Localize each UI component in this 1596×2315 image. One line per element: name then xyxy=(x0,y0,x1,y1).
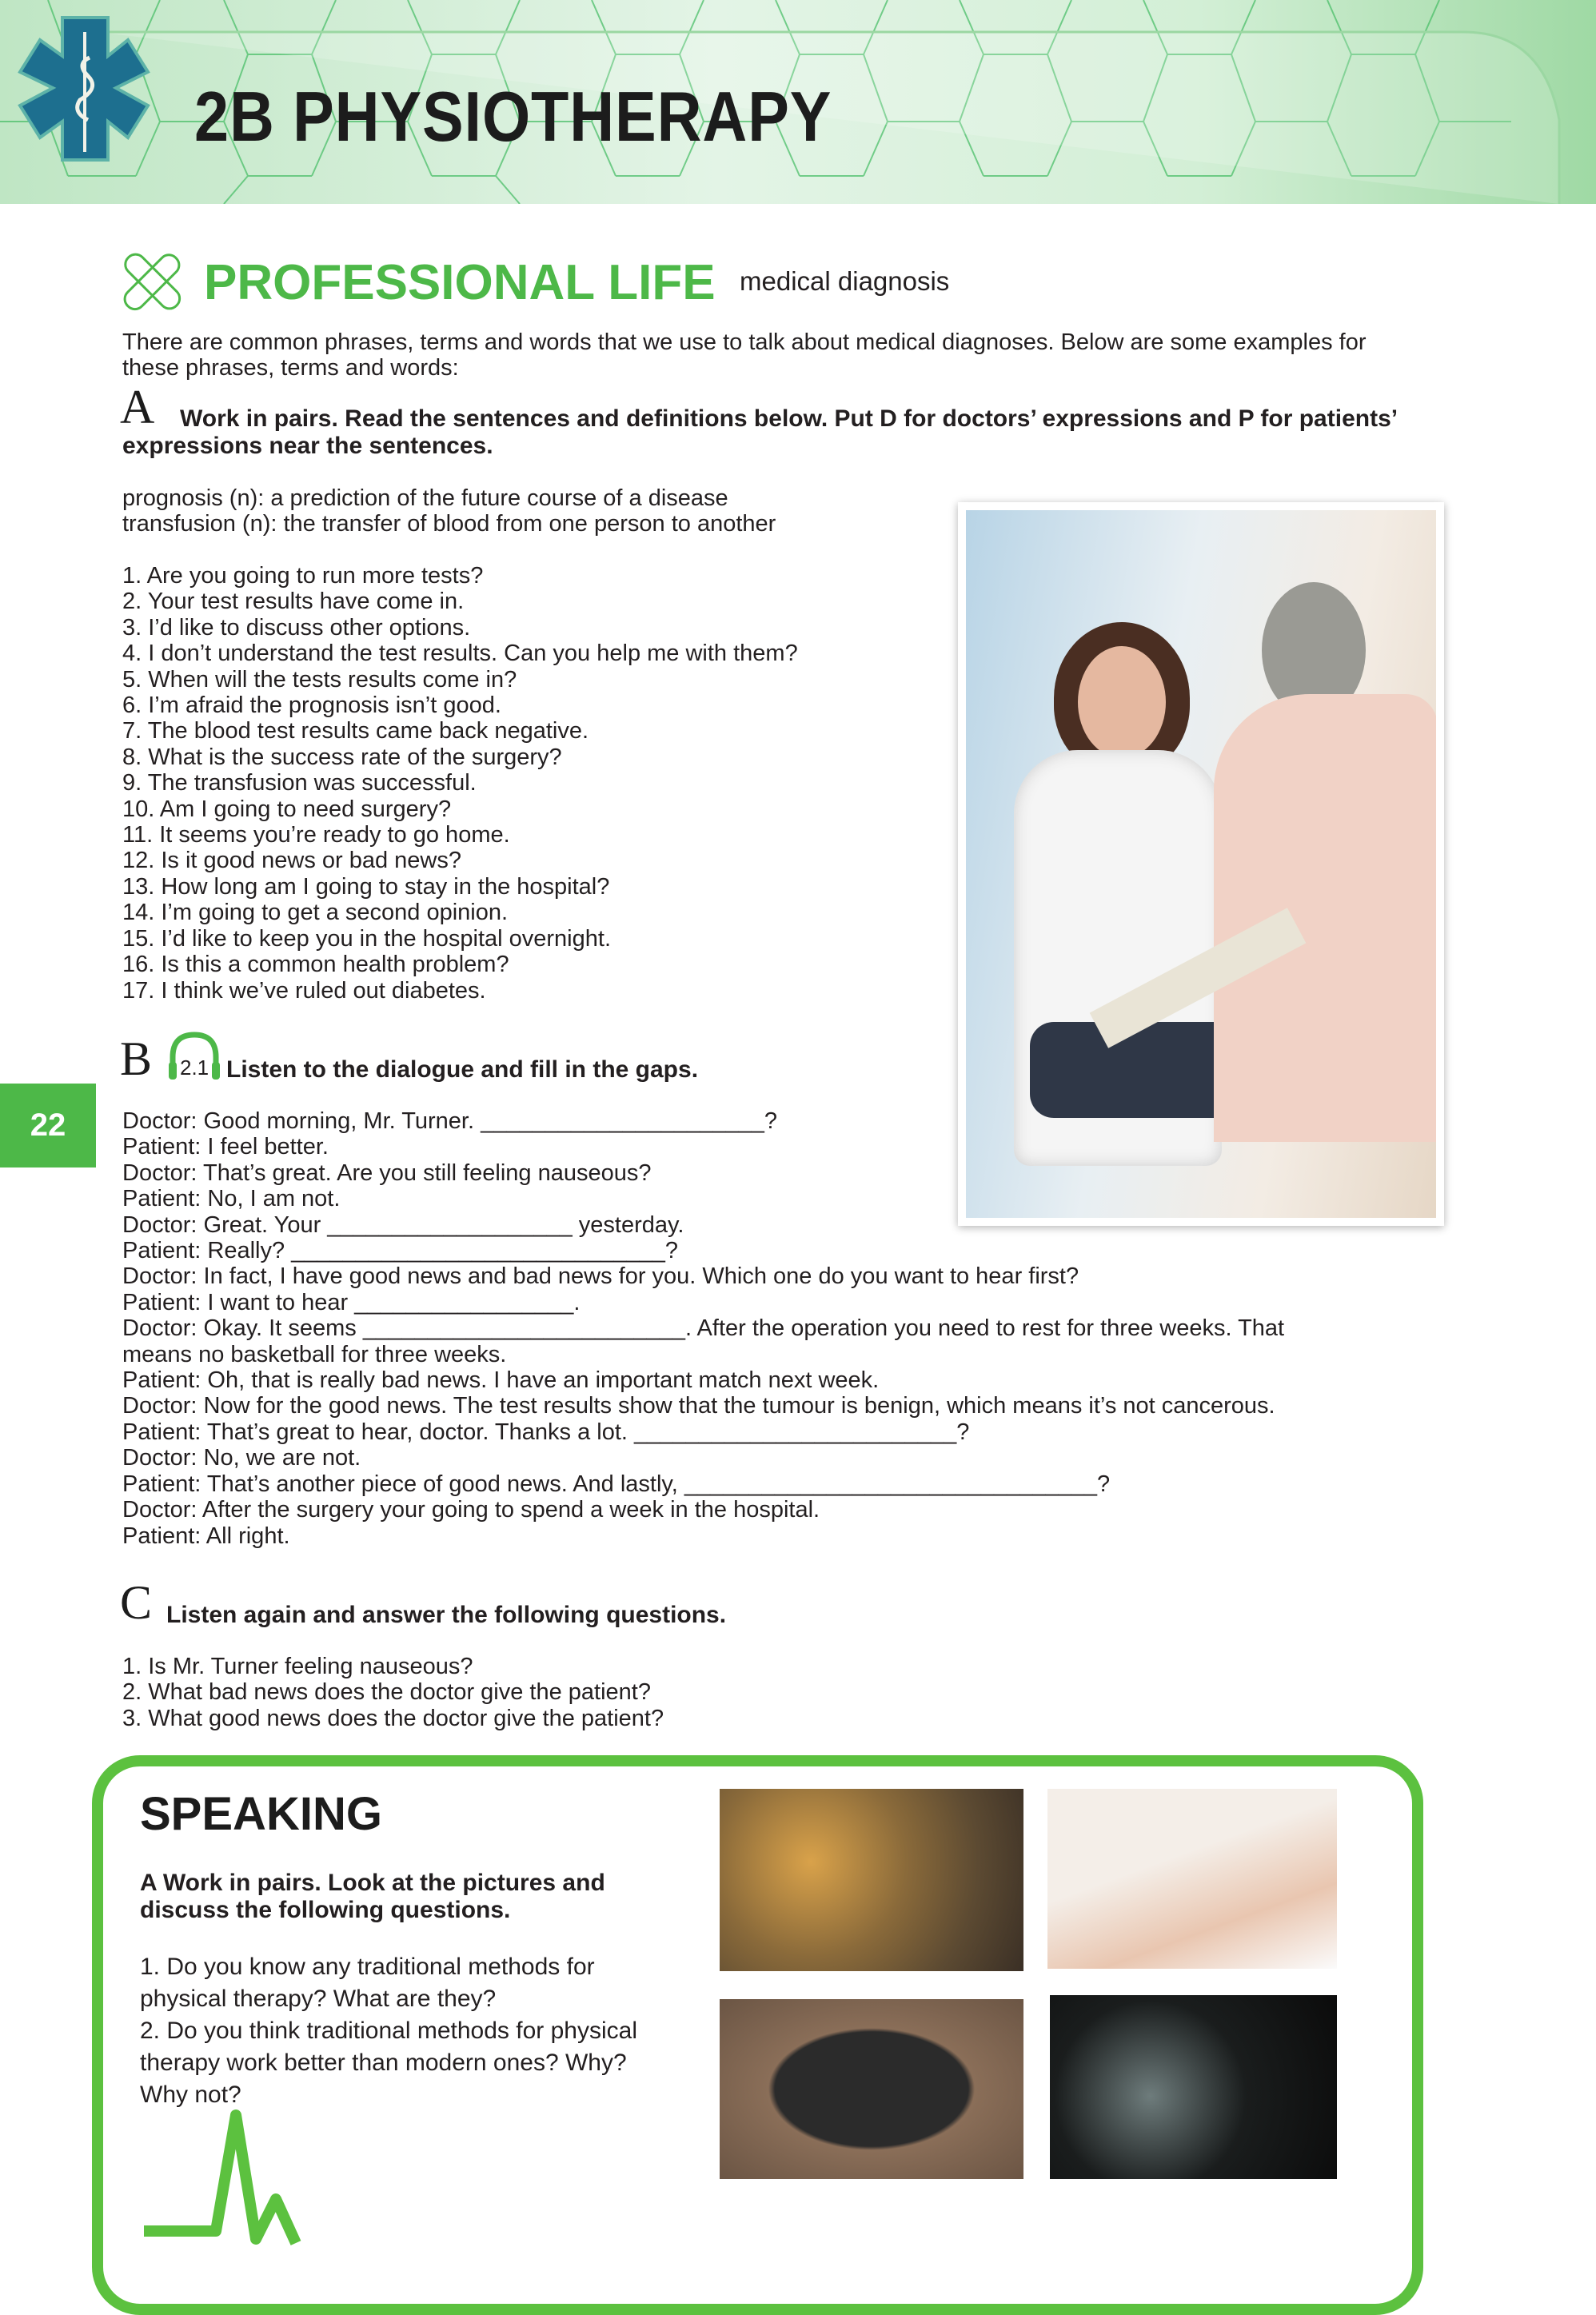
sentence-item: 14. I’m going to get a second opinion. xyxy=(122,900,509,926)
speaking-question: 1. Do you know any traditional methods for physical therapy? What are they? xyxy=(140,1954,595,2012)
sentence-item: 6. I’m afraid the prognosis isn’t good. xyxy=(122,693,501,719)
dialogue-line: Doctor: In fact, I have good news and bad news for you. Which one do you want to hear first? xyxy=(122,1263,1079,1290)
sentence-item: 8. What is the success rate of the surgery? xyxy=(122,744,562,770)
questions-list xyxy=(122,1654,664,1731)
sentence-item: 10. Am I going to need surgery? xyxy=(122,796,452,822)
page-number: 22 xyxy=(0,1084,96,1167)
exercise-letter-c: C xyxy=(120,1576,153,1629)
exercise-a-instruction: Work in pairs. Read the sentences and definitions below. Put D for doctors’ expressions and P for patients’ expressions near the sentences. xyxy=(122,405,1397,459)
dialogue-line: Patient: All right. xyxy=(122,1523,290,1549)
sentence-item: 13. How long am I going to stay in the hospital? xyxy=(122,873,610,900)
sentence-item: 9. The transfusion was successful. xyxy=(122,770,477,796)
definition: prognosis (n): a prediction of the future course of a disease xyxy=(122,485,728,511)
intro-text: There are common phrases, terms and words that we use to talk about medical diagnoses. Below are some examples for these phrases, terms and words: xyxy=(122,329,1367,381)
section-subtitle: medical diagnosis xyxy=(740,266,950,296)
speaking-instruction: A Work in pairs. Look at the pictures and discuss the following questions. xyxy=(140,1870,605,1923)
acupuncture-photo xyxy=(720,1999,1023,2179)
dialogue-line: Patient: That’s great to hear, doctor. Thanks a lot. _________________________? xyxy=(122,1419,970,1445)
sentence-item: 16. Is this a common health problem? xyxy=(122,952,509,978)
speaking-questions xyxy=(140,1951,652,2111)
chapter-title: 2B PHYSIOTHERAPY xyxy=(194,77,832,156)
exercise-letter-a: A xyxy=(120,381,155,433)
exercise-letter-b: B xyxy=(120,1032,153,1085)
dialogue-line: Doctor: Good morning, Mr. Turner. ______________________? xyxy=(122,1108,778,1134)
dialogue-line: Patient: I feel better. xyxy=(122,1134,329,1160)
dialogue-line: Doctor: After the surgery your going to spend a week in the hospital. xyxy=(122,1497,820,1523)
exercise-b-instruction: Listen to the dialogue and fill in the gaps. xyxy=(226,1056,699,1083)
sentence-item: 3. I’d like to discuss other options. xyxy=(122,614,471,641)
sentence-item: 1. Are you going to run more tests? xyxy=(122,563,484,589)
section-title: PROFESSIONAL LIFE xyxy=(204,255,716,310)
sentence-list xyxy=(122,563,798,1004)
cupping-therapy-photo xyxy=(1047,1789,1337,1969)
sentence-item: 12. Is it good news or bad news? xyxy=(122,848,461,874)
question-item: 3. What good news does the doctor give the patient? xyxy=(122,1705,664,1731)
dialogue xyxy=(122,1108,1284,1549)
dialogue-line: Doctor: Great. Your ___________________ yesterday. xyxy=(122,1211,684,1238)
dialogue-line: Patient: Oh, that is really bad news. I have an important match next week. xyxy=(122,1367,880,1394)
question-item: 1. Is Mr. Turner feeling nauseous? xyxy=(122,1654,473,1679)
bandage-icon xyxy=(122,252,182,312)
speaking-title: SPEAKING xyxy=(140,1788,382,1840)
sentence-item: 11. It seems you’re ready to go home. xyxy=(122,822,510,848)
dialogue-line: Doctor: No, we are not. xyxy=(122,1445,361,1471)
star-of-life-icon xyxy=(20,18,148,160)
dialogue-line: Patient: I want to hear _________________. xyxy=(122,1289,581,1315)
track-number: 2.1 xyxy=(180,1056,209,1080)
exercise-c-instruction: Listen again and answer the following questions. xyxy=(166,1602,727,1628)
herbs-photo xyxy=(720,1789,1023,1971)
definitions xyxy=(122,485,776,537)
audio-track[interactable] xyxy=(166,1032,222,1080)
sentence-item: 4. I don’t understand the test results. Can you help me with them? xyxy=(122,641,798,667)
heartbeat-line-icon xyxy=(144,2103,352,2251)
dialogue-line: means no basketball for three weeks. xyxy=(122,1341,507,1367)
dialogue-line: Doctor: Now for the good news. The test results show that the tumour is benign, which means it’s not cancerous. xyxy=(122,1393,1275,1419)
dialogue-line: Patient: Really? _____________________________? xyxy=(122,1238,679,1264)
sentence-item: 7. The blood test results came back negative. xyxy=(122,718,589,744)
speaking-question: 2. Do you think traditional methods for physical therapy work better than modern ones? Why? Why not? xyxy=(140,2018,637,2108)
smoke-therapy-photo xyxy=(1050,1995,1337,2179)
sentence-item: 2. Your test results have come in. xyxy=(122,589,465,615)
dialogue-line: Doctor: Okay. It seems _________________________. After the operation you need to rest for three weeks. That xyxy=(122,1315,1285,1342)
sentence-item: 5. When will the tests results come in? xyxy=(122,666,517,693)
question-item: 2. What bad news does the doctor give the patient? xyxy=(122,1679,651,1706)
dialogue-line: Patient: No, I am not. xyxy=(122,1186,341,1212)
sentence-item: 15. I’d like to keep you in the hospital overnight. xyxy=(122,925,611,952)
dialogue-line: Patient: That’s another piece of good news. And lastly, ________________________________? xyxy=(122,1471,1111,1497)
dialogue-line: Doctor: That’s great. Are you still feeling nauseous? xyxy=(122,1159,652,1186)
sentence-item: 17. I think we’ve ruled out diabetes. xyxy=(122,977,486,1004)
definition: transfusion (n): the transfer of blood from one person to another xyxy=(122,511,776,537)
